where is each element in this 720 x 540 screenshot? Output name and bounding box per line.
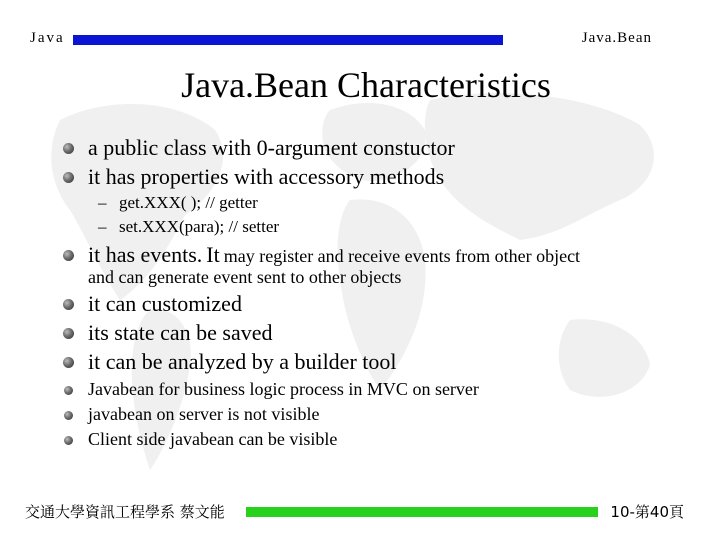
header-left-label: Java <box>30 30 65 46</box>
sub-item-dash: – <box>98 193 107 212</box>
footer-green-bar <box>246 507 598 517</box>
sub-item-setter: set.XXX(para); // setter <box>119 217 280 236</box>
events-detail-text: may register and receive events from other object <box>223 246 581 266</box>
bullet-item-events <box>88 242 580 268</box>
bullet-item: Javabean for business logic process in MVC on server <box>88 379 479 399</box>
bullet-icon <box>63 143 74 154</box>
bullet-item: Client side javabean can be visible <box>88 429 338 449</box>
footer-department-author: 交通大學資訊工程學系 蔡文能 <box>25 503 225 521</box>
header-right-label: Java.Bean <box>581 30 652 46</box>
bullet-item: it has properties with accessory methods <box>88 164 445 189</box>
sub-item-dash: – <box>98 217 107 236</box>
sub-item-getter: get.XXX( ); // getter <box>119 193 258 212</box>
bullet-icon <box>63 328 74 339</box>
bullet-icon <box>64 386 73 395</box>
bullet-icon <box>63 250 74 261</box>
events-it-text: It <box>206 242 220 267</box>
bullet-icon <box>63 357 74 368</box>
bullet-item: its state can be saved <box>88 320 273 345</box>
bullet-item: it can customized <box>88 291 242 316</box>
header-blue-bar <box>73 35 503 45</box>
bullet-item: a public class with 0-argument constuctor <box>88 135 455 160</box>
events-continuation: and can generate event sent to other objects <box>88 267 402 287</box>
bullet-icon <box>64 411 73 420</box>
bullet-item: javabean on server is not visible <box>88 404 320 424</box>
bullet-item: it can be analyzed by a builder tool <box>88 349 397 374</box>
slide-title: Java.Bean Characteristics <box>181 65 551 105</box>
bullet-icon <box>63 299 74 310</box>
events-lead-text: it has events. <box>88 242 203 267</box>
bullet-icon <box>63 172 74 183</box>
bullet-icon <box>64 436 73 445</box>
footer-page-number: 10-第40頁 <box>610 503 684 521</box>
